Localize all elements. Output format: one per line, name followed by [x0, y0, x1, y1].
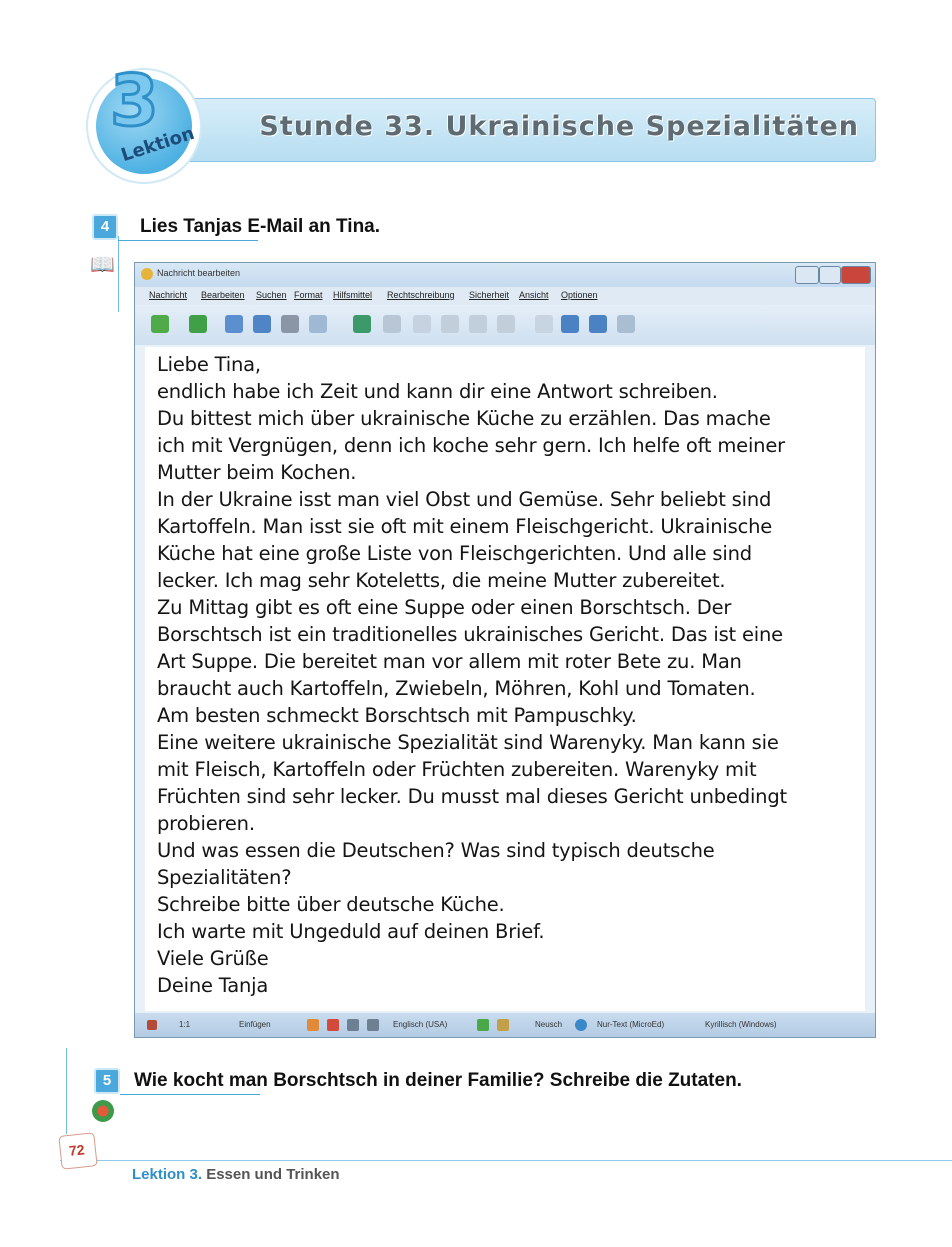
mail-line: Liebe Tina,: [157, 353, 261, 376]
mail-line: Eine weitere ukrainische Spezialität sind Warenyky. Man kann sie: [157, 731, 779, 754]
menu-rechtschreibung[interactable]: Rechtschreibung: [387, 290, 455, 300]
mail-line: Früchten sind sehr lecker. Du musst mal dieses Gericht unbedingt: [157, 785, 787, 808]
app-icon: [141, 268, 153, 280]
address-book-icon[interactable]: [225, 315, 243, 333]
clipboard-icon[interactable]: [497, 315, 515, 333]
page-number-box: [58, 1132, 97, 1170]
mail-line: In der Ukraine isst man viel Obst und Gemüse. Sehr beliebt sind: [157, 488, 772, 511]
status-position: 1:1: [179, 1020, 191, 1029]
status-icon: [147, 1020, 157, 1030]
task5-number: 5: [94, 1068, 120, 1094]
lektion-word: Lektion: [118, 122, 198, 167]
mail-line: lecker. Ich mag sehr Koteletts, die meine Mutter zubereitet.: [157, 569, 726, 592]
globe-icon[interactable]: [575, 1019, 587, 1031]
window-titlebar: [135, 263, 875, 287]
menu-bearbeiten[interactable]: Bearbeiten: [201, 290, 245, 300]
mail-line: braucht auch Kartoffeln, Zwiebeln, Möhren, Kohl und Tomaten.: [157, 677, 756, 700]
status-encoding: Kyrillisch (Windows): [705, 1020, 777, 1029]
toolbar: [135, 305, 875, 345]
mail-line: Küche hat eine große Liste von Fleischgerichten. Und alle sind: [157, 542, 752, 565]
send-icon[interactable]: [151, 315, 169, 333]
redo-icon[interactable]: [383, 315, 401, 333]
email-body[interactable]: [145, 347, 865, 1011]
mail-line: Kartoffeln. Man isst sie oft mit einem Fleischgericht. Ukrainische: [157, 515, 773, 538]
status-language[interactable]: Englisch (USA): [393, 1020, 448, 1029]
mail-line: Deine Tanja: [157, 974, 269, 997]
task4-side-line: [118, 236, 119, 312]
insert-icon[interactable]: [589, 315, 607, 333]
task5-side-line: [66, 1048, 67, 1134]
save-icon[interactable]: [309, 315, 327, 333]
lektion-number: 3: [110, 60, 159, 142]
mail-line: Zu Mittag gibt es oft eine Suppe oder einen Borschtsch. Der: [157, 596, 732, 619]
mail-line: probieren.: [157, 812, 255, 835]
highlight-icon[interactable]: [307, 1019, 319, 1031]
mail-line: Borschtsch ist ein traditionelles ukrainisches Gericht. Das ist eine: [157, 623, 783, 646]
menu-sicherheit[interactable]: Sicherheit: [469, 290, 510, 300]
align-icon[interactable]: [347, 1019, 359, 1031]
menu-bar: [135, 287, 875, 305]
footer-caption: [132, 1166, 340, 1183]
mail-line: Schreibe bitte über deutsche Küche.: [157, 893, 505, 916]
format-icon[interactable]: [535, 315, 553, 333]
close-icon[interactable]: [841, 266, 871, 284]
status-bar: [135, 1013, 875, 1037]
menu-optionen[interactable]: Optionen: [561, 290, 598, 300]
book-icon: 📖: [90, 254, 115, 276]
spell-icon[interactable]: [477, 1019, 489, 1031]
paste-icon[interactable]: [469, 315, 487, 333]
find-icon[interactable]: [413, 315, 431, 333]
mail-line: Am besten schmeckt Borschtsch mit Pampuschky.: [157, 704, 637, 727]
menu-format[interactable]: Format: [294, 290, 323, 300]
attach-icon[interactable]: [561, 315, 579, 333]
maximize-icon[interactable]: [819, 266, 841, 284]
task4-underline: [118, 240, 258, 241]
menu-suchen[interactable]: Suchen: [256, 290, 287, 300]
status-new: Neusch: [535, 1020, 563, 1029]
status-text-mode: Nur-Text (MicroEd): [597, 1020, 665, 1029]
writing-icon: [92, 1100, 114, 1122]
undo-icon[interactable]: [353, 315, 371, 333]
mail-line: Spezialitäten?: [157, 866, 292, 889]
window-title: Nachricht bearbeiten: [157, 268, 241, 278]
menu-hilfsmittel[interactable]: Hilfsmittel: [333, 290, 373, 300]
lektion-badge: [88, 60, 200, 182]
print-icon[interactable]: [281, 315, 299, 333]
mail-line: Art Suppe. Die bereitet man vor allem mit roter Bete zu. Man: [157, 650, 742, 673]
mail-line: Ich warte mit Ungeduld auf deinen Brief.: [157, 920, 545, 943]
mail-line: Und was essen die Deutschen? Was sind typisch deutsche: [157, 839, 715, 862]
minimize-icon[interactable]: [795, 266, 819, 284]
options-icon[interactable]: [617, 315, 635, 333]
task5-underline: [120, 1094, 260, 1095]
task5-instruction: Wie kocht man Borschtsch in deiner Familie? Schreibe die Zutaten.: [134, 1070, 742, 1091]
task4-instruction: Lies Tanjas E-Mail an Tina.: [140, 216, 381, 237]
list-icon[interactable]: [367, 1019, 379, 1031]
upload-icon[interactable]: [189, 315, 207, 333]
attachment-icon[interactable]: [497, 1019, 509, 1031]
mail-line: ich mit Vergnügen, denn ich koche sehr gern. Ich helfe oft meiner: [157, 434, 785, 457]
footer-topic: Essen und Trinken: [206, 1166, 340, 1183]
mail-line: endlich habe ich Zeit und kann dir eine Antwort schreiben.: [157, 380, 718, 403]
mail-line: mit Fleisch, Kartoffeln oder Früchten zubereiten. Warenyky mit: [157, 758, 757, 781]
mail-line: Viele Grüße: [157, 947, 269, 970]
color-icon[interactable]: [327, 1019, 339, 1031]
menu-ansicht[interactable]: Ansicht: [519, 290, 549, 300]
lesson-header-bar: [178, 98, 876, 162]
footer-lektion: Lektion 3.: [132, 1166, 203, 1183]
mail-line: Mutter beim Kochen.: [157, 461, 357, 484]
task4-number: 4: [92, 214, 118, 240]
footer-line: [60, 1160, 952, 1161]
cut-icon[interactable]: [441, 315, 459, 333]
copy-icon[interactable]: [253, 315, 271, 333]
menu-nachricht[interactable]: Nachricht: [149, 290, 188, 300]
lesson-title: Stunde 33. Ukrainische Spezialitäten: [259, 111, 859, 142]
page-number: 72: [68, 1141, 86, 1159]
status-mode: Einfügen: [239, 1020, 271, 1029]
mail-line: Du bittest mich über ukrainische Küche zu erzählen. Das mache: [157, 407, 771, 430]
email-editor-window: [134, 262, 876, 1038]
